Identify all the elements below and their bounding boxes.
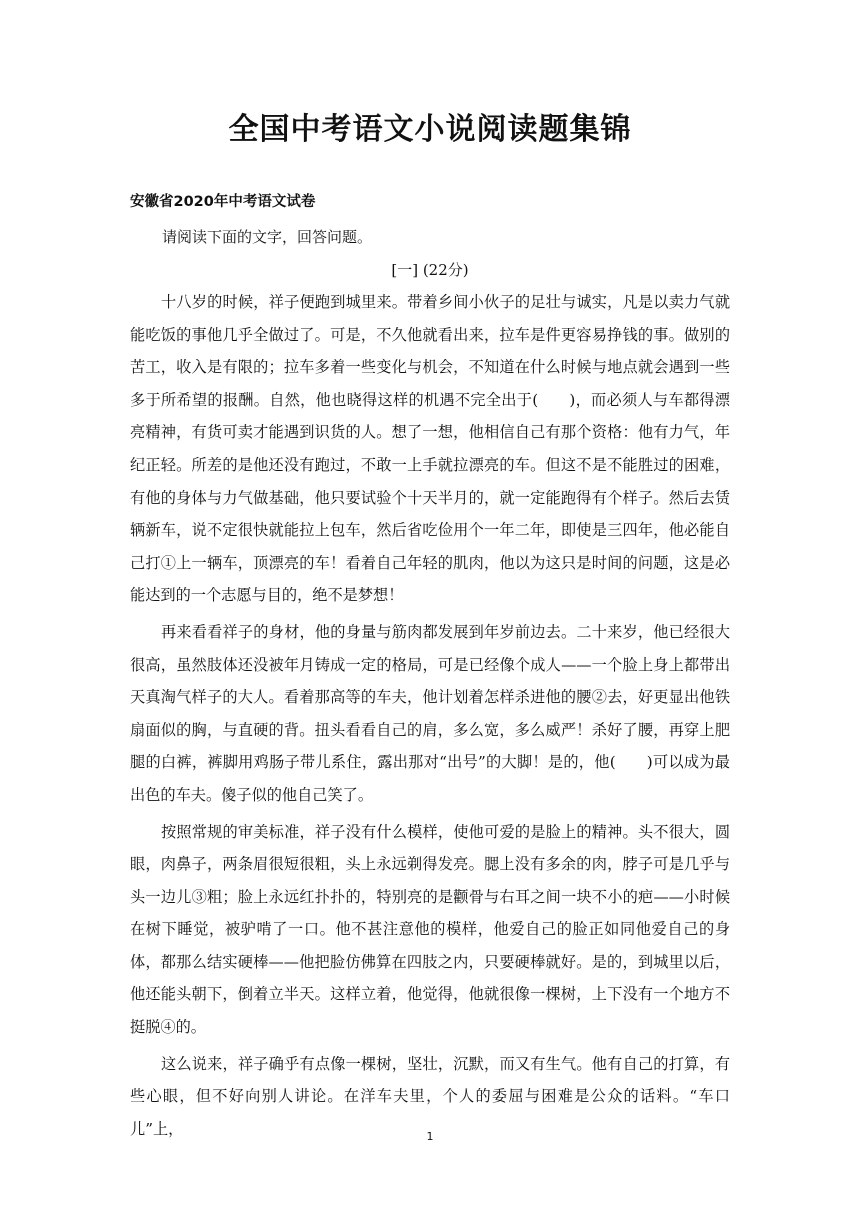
passage-paragraph-3: 按照常规的审美标准，祥子没有什么模样，使他可爱的是脸上的精神。头不很大，圆眼，肉鼻子，两条眉很短很粗，头上永远剃得发亮。腮上没有多余的肉，脖子可是几乎与头一边儿③粗；脸上永远红扑扑的，特别亮的是颧骨与右耳之间一块不小的疤——小时候在树下睡觉，被驴啃了一口。他不甚注意他的模样，他爱自己的脸正如同他爱自己的身体，都那么结实硬棒——他把脸仿佛算在四肢之内，只要硬棒就好。是的，到城里以后，他还能头朝下，倒着立半天。这样立着，他觉得，他就很像一棵树，上下没有一个地方不挺脱④的。: [130, 822, 730, 1037]
passage-paragraph-4: 这么说来，祥子确乎有点像一棵树，坚壮，沉默，而又有生气。他有自己的打算，有些心眼，但不好向别人讲论。在洋车夫里，个人的委屈与困难是公众的话料。“车口儿”上，: [130, 1054, 730, 1138]
section-heading: [一] (22分): [391, 261, 469, 279]
document-title: 全国中考语文小说阅读题集锦: [228, 112, 632, 147]
passage-paragraph-2: 再来看看祥子的身材，他的身量与筋肉都发展到年岁前边去。二十来岁，他已经很大很高，虽然肢体还没被年月铸成一定的格局，可是已经像个成人——一个脸上身上都带出天真淘气样子的大人。看着那高等的车夫，他计划着怎样杀进他的腰②去，好更显出他铁扇面似的胸，与直硬的背。扭头看看自己的肩，多么宽，多么威严！杀好了腰，再穿上肥腿的白裤，裤脚用鸡肠子带儿系住，露出那对“出号”的大脚！是的，他( )可以成为最出色的车夫。傻子似的他自己笑了。: [130, 622, 730, 804]
passage-paragraph-1: 十八岁的时候，祥子便跑到城里来。带着乡间小伙子的足壮与诚实，凡是以卖力气就能吃饭的事他几乎全做过了。可是，不久他就看出来，拉车是件更容易挣钱的事。做别的苦工，收入是有限的；拉车多着一些变化与机会，不知道在什么时候与地点就会遇到一些多于所希望的报酬。自然，他也晓得这样的机遇不完全出于( )，而必须人与车都得漂亮精神，有货可卖才能遇到识货的人。想了一想，他相信自己有那个资格：他有力气，年纪正轻。所差的是他还没有跑过，不敢一上手就拉漂亮的车。但这不是不能胜过的困难，有他的身体与力气做基础，他只要试验个十天半月的，就一定能跑得有个样子。然后去赁辆新车，说不定很快就能拉上包车，然后省吃俭用个一年二年，即使是三四年，他必能自己打①上一辆车，顶漂亮的车！看着自己年轻的肌肉，他以为这只是时间的问题，这是必能达到的一个志愿与目的，绝不是梦想！: [130, 293, 730, 605]
exam-source: 安徽省2020年中考语文试卷: [130, 194, 316, 210]
page-number: 1: [426, 1130, 434, 1143]
passage-body: [130, 286, 730, 1149]
reading-instruction: 请阅读下面的文字，回答问题。: [162, 228, 373, 246]
